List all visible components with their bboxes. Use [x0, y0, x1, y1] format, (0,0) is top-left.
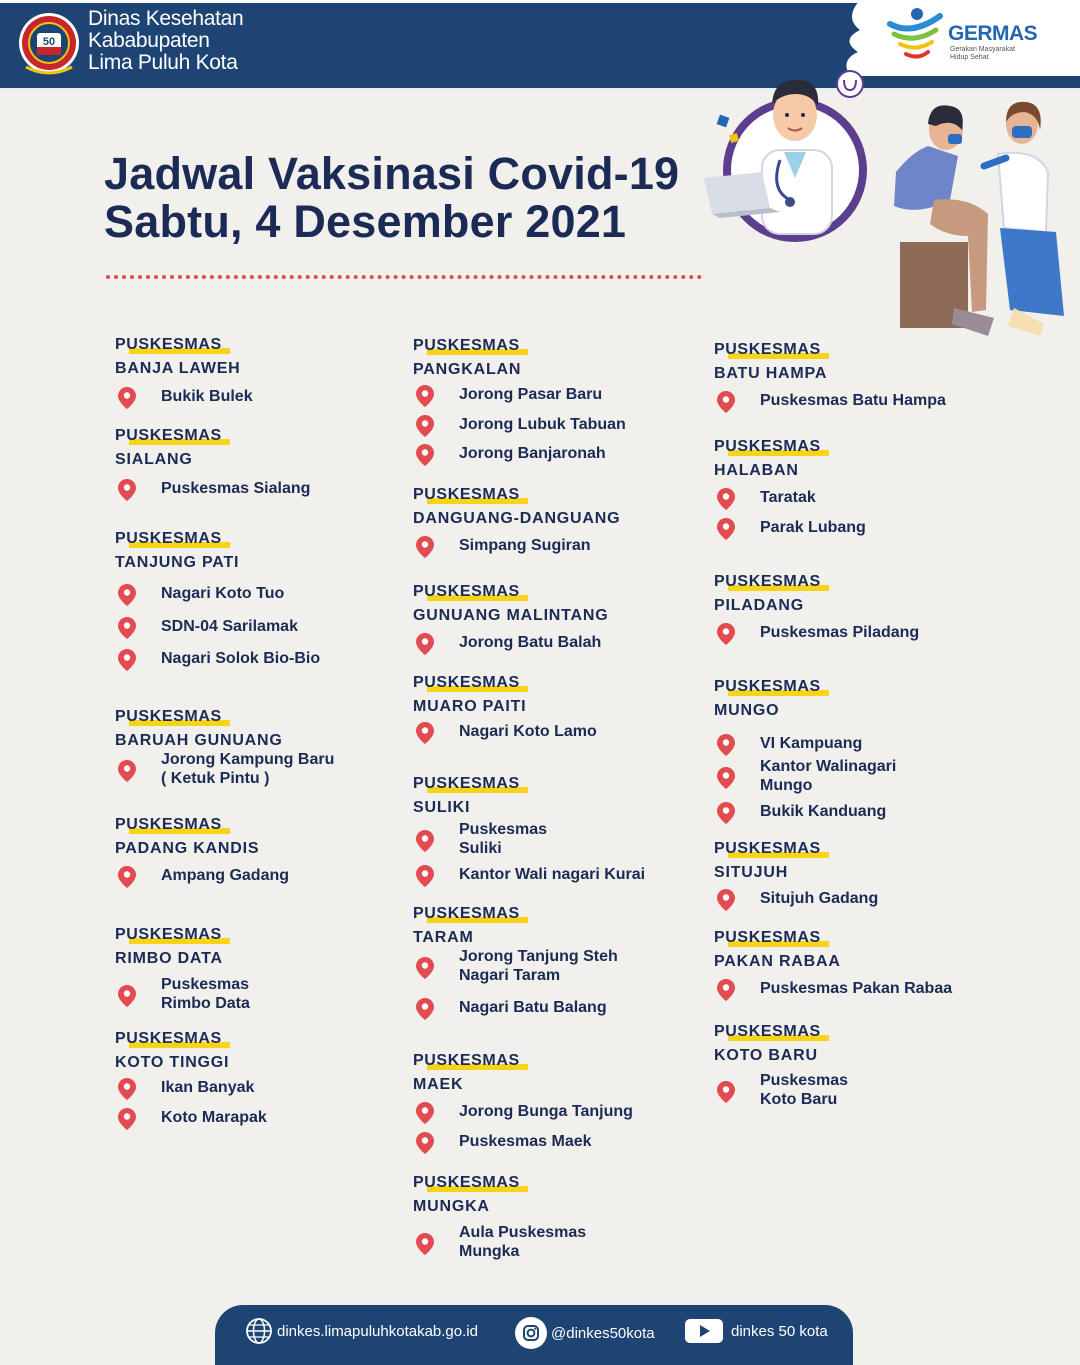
location-item: [416, 865, 645, 887]
puskesmas-label: [714, 929, 821, 947]
puskesmas-label-text: PUSKESMAS: [714, 341, 821, 358]
puskesmas-label-text: PUSKESMAS: [714, 1023, 821, 1040]
page-title: [104, 150, 679, 246]
puskesmas-label: [413, 583, 520, 601]
puskesmas-label-text: PUSKESMAS: [413, 583, 520, 600]
org-name-line-3: Lima Puluh Kota: [88, 51, 238, 74]
location-name: Aula Puskesmas Mungka: [459, 1224, 587, 1260]
map-pin-icon: [118, 584, 136, 606]
location-name: Puskesmas Suliki: [459, 821, 548, 857]
map-pin-icon: [416, 998, 434, 1020]
puskesmas-area-name: SIALANG: [115, 451, 193, 468]
puskesmas-label: [413, 674, 520, 692]
map-pin-icon: [118, 617, 136, 639]
location-item: [416, 998, 607, 1020]
location-item: [416, 820, 547, 858]
puskesmas-block: [714, 1023, 821, 1065]
puskesmas-area-name: KOTO BARU: [714, 1047, 818, 1064]
puskesmas-label-text: PUSKESMAS: [115, 816, 222, 833]
puskesmas-block: [413, 1052, 520, 1094]
map-pin-icon: [118, 649, 136, 671]
map-pin-icon: [717, 802, 735, 824]
puskesmas-label-text: PUSKESMAS: [115, 926, 222, 943]
germas-title: GERMAS: [948, 22, 1038, 45]
footer-bar: [215, 1305, 853, 1365]
location-item: [118, 1078, 254, 1100]
globe-icon: [245, 1317, 273, 1345]
map-pin-icon: [717, 391, 735, 413]
map-pin-icon: [118, 760, 136, 782]
puskesmas-block: [115, 1030, 229, 1072]
vaccination-illustration: [888, 96, 1068, 342]
youtube-icon: [685, 1317, 723, 1345]
puskesmas-block: [115, 816, 259, 858]
puskesmas-block: [714, 438, 821, 480]
map-pin-icon: [416, 385, 434, 407]
map-pin-icon: [416, 957, 434, 979]
location-name: Nagari Koto Tuo: [161, 585, 285, 602]
location-name: Kantor Walinagari Mungo: [760, 758, 897, 794]
puskesmas-label-text: PUSKESMAS: [115, 1030, 222, 1047]
puskesmas-block: [714, 341, 827, 383]
location-name: Jorong Banjaronah: [459, 445, 606, 462]
map-pin-icon: [118, 1078, 136, 1100]
puskesmas-label: [115, 530, 222, 548]
puskesmas-label-text: PUSKESMAS: [413, 905, 520, 922]
map-pin-icon: [717, 1081, 735, 1103]
puskesmas-label-text: PUSKESMAS: [413, 337, 520, 354]
puskesmas-label: [413, 1052, 520, 1070]
puskesmas-label-text: PUSKESMAS: [413, 1174, 520, 1191]
puskesmas-label: [115, 336, 222, 354]
puskesmas-label: [714, 840, 821, 858]
location-name: Puskesmas Pakan Rabaa: [760, 980, 953, 997]
puskesmas-label: [714, 438, 821, 456]
location-item: [717, 802, 886, 824]
location-name: Puskesmas Piladang: [760, 624, 920, 641]
doctor-with-laptop-illustration: [700, 60, 875, 245]
location-name: Jorong Lubuk Tabuan: [459, 416, 626, 433]
location-name: Puskesmas Koto Baru: [760, 1072, 849, 1108]
map-pin-icon: [416, 415, 434, 437]
location-name: Situjuh Gadang: [760, 890, 879, 907]
puskesmas-label: [714, 678, 821, 696]
location-item: [416, 947, 618, 985]
puskesmas-area-name: TANJUNG PATI: [115, 554, 240, 571]
location-name: Nagari Batu Balang: [459, 999, 607, 1016]
location-item: [416, 722, 597, 744]
puskesmas-block: [413, 775, 520, 817]
location-item: [717, 623, 919, 645]
puskesmas-block: [413, 674, 526, 716]
puskesmas-label-text: PUSKESMAS: [413, 1052, 520, 1069]
map-pin-icon: [118, 387, 136, 409]
map-pin-icon: [416, 865, 434, 887]
puskesmas-label-text: PUSKESMAS: [714, 840, 821, 857]
location-name: Jorong Kampung Baru ( Ketuk Pintu ): [161, 751, 335, 787]
location-item: [118, 975, 250, 1013]
instagram-icon: [515, 1317, 547, 1349]
puskesmas-label: [115, 427, 222, 445]
puskesmas-label: [115, 708, 222, 726]
map-pin-icon: [416, 1132, 434, 1154]
germas-subtitle-line-1: Gerakan Masyarakat: [950, 46, 1015, 53]
footer-youtube-text: dinkes 50 kota: [731, 1322, 828, 1340]
map-pin-icon: [416, 722, 434, 744]
map-pin-icon: [717, 889, 735, 911]
location-name: Jorong Tanjung Steh Nagari Taram: [459, 948, 618, 984]
location-name: Ikan Banyak: [161, 1079, 255, 1096]
puskesmas-area-name: PAKAN RABAA: [714, 953, 841, 970]
location-item: [416, 444, 606, 466]
location-name: Parak Lubang: [760, 519, 866, 536]
map-pin-icon: [416, 633, 434, 655]
location-item: [118, 649, 320, 671]
puskesmas-area-name: TARAM: [413, 929, 474, 946]
puskesmas-label: [413, 775, 520, 793]
puskesmas-area-name: HALABAN: [714, 462, 799, 479]
location-name: Nagari Koto Lamo: [459, 723, 597, 740]
location-item: [118, 387, 253, 409]
location-item: [118, 750, 334, 788]
map-pin-icon: [416, 830, 434, 852]
location-name: Puskesmas Rimbo Data: [161, 976, 250, 1012]
puskesmas-area-name: SULIKI: [413, 799, 471, 816]
puskesmas-label: [115, 926, 222, 944]
org-name-line-2: Kababupaten: [88, 29, 210, 52]
map-pin-icon: [118, 866, 136, 888]
puskesmas-label-text: PUSKESMAS: [714, 573, 821, 590]
puskesmas-block: [115, 336, 241, 378]
location-item: [717, 391, 946, 413]
puskesmas-area-name: BATU HAMPA: [714, 365, 828, 382]
footer-instagram-text: @dinkes50kota: [551, 1324, 655, 1342]
puskesmas-block: [115, 708, 283, 750]
map-pin-icon: [416, 1102, 434, 1124]
location-item: [118, 617, 298, 639]
puskesmas-label: [714, 1023, 821, 1041]
puskesmas-area-name: MUNGO: [714, 702, 780, 719]
location-name: Jorong Batu Balah: [459, 634, 602, 651]
location-item: [118, 1108, 267, 1130]
location-name: Ampang Gadang: [161, 867, 290, 884]
puskesmas-label-text: PUSKESMAS: [413, 674, 520, 691]
puskesmas-block: [714, 840, 821, 882]
location-name: Taratak: [760, 489, 816, 506]
map-pin-icon: [717, 488, 735, 510]
map-pin-icon: [717, 979, 735, 1001]
map-pin-icon: [717, 767, 735, 789]
location-item: [118, 584, 284, 606]
page-title-line-1: Jadwal Vaksinasi Covid-19: [104, 148, 680, 199]
puskesmas-area-name: GUNUANG MALINTANG: [413, 607, 609, 624]
puskesmas-label: [714, 341, 821, 359]
puskesmas-area-name: BARUAH GUNUANG: [115, 732, 283, 749]
puskesmas-block: [413, 337, 521, 379]
location-item: [416, 415, 626, 437]
location-name: Simpang Sugiran: [459, 537, 591, 554]
org-name-line-1: Dinas Kesehatan: [88, 7, 244, 30]
map-pin-icon: [118, 1108, 136, 1130]
location-name: Jorong Pasar Baru: [459, 386, 603, 403]
puskesmas-area-name: KOTO TINGGI: [115, 1054, 230, 1071]
location-name: Puskesmas Maek: [459, 1133, 592, 1150]
puskesmas-block: [413, 1174, 520, 1216]
location-name: Puskesmas Batu Hampa: [760, 392, 946, 409]
puskesmas-label-text: PUSKESMAS: [714, 678, 821, 695]
puskesmas-label: [714, 573, 821, 591]
puskesmas-area-name: RIMBO DATA: [115, 950, 223, 967]
logo-number: 50: [42, 36, 56, 48]
puskesmas-area-name: PILADANG: [714, 597, 804, 614]
puskesmas-label: [413, 337, 520, 355]
footer-youtube[interactable]: [685, 1317, 828, 1345]
puskesmas-label-text: PUSKESMAS: [413, 486, 520, 503]
map-pin-icon: [416, 1233, 434, 1255]
puskesmas-block: [115, 530, 239, 572]
location-name: Kantor Wali nagari Kurai: [459, 866, 646, 883]
location-item: [416, 1132, 592, 1154]
location-name: Nagari Solok Bio-Bio: [161, 650, 321, 667]
puskesmas-area-name: BANJA LAWEH: [115, 360, 241, 377]
puskesmas-label-text: PUSKESMAS: [115, 336, 222, 353]
location-item: [118, 866, 289, 888]
puskesmas-label-text: PUSKESMAS: [413, 775, 520, 792]
map-pin-icon: [118, 985, 136, 1007]
puskesmas-label: [115, 816, 222, 834]
puskesmas-label-text: PUSKESMAS: [115, 708, 222, 725]
location-item: [717, 979, 952, 1001]
dotted-divider: [106, 275, 702, 279]
puskesmas-area-name: MUARO PAITI: [413, 698, 527, 715]
puskesmas-area-name: MAEK: [413, 1076, 464, 1093]
puskesmas-block: [115, 926, 223, 968]
puskesmas-area-name: DANGUANG-DANGUANG: [413, 510, 621, 527]
puskesmas-area-name: MUNGKA: [413, 1198, 490, 1215]
puskesmas-block: [413, 905, 520, 947]
location-item: [416, 1102, 633, 1124]
puskesmas-area-name: SITUJUH: [714, 864, 789, 881]
puskesmas-block: [115, 427, 222, 469]
puskesmas-label: [413, 486, 520, 504]
location-item: [717, 1071, 848, 1109]
location-name: Bukik Kanduang: [760, 803, 887, 820]
location-name: SDN-04 Sarilamak: [161, 618, 298, 635]
location-name: Bukik Bulek: [161, 388, 253, 405]
puskesmas-block: [714, 678, 821, 720]
puskesmas-block: [413, 583, 609, 625]
puskesmas-area-name: PANGKALAN: [413, 361, 522, 378]
puskesmas-block: [714, 929, 841, 971]
location-item: [416, 385, 602, 407]
district-emblem-logo: [18, 7, 80, 79]
germas-subtitle: [950, 46, 1015, 62]
puskesmas-block: [413, 486, 620, 528]
puskesmas-block: [714, 573, 821, 615]
location-item: [717, 757, 896, 795]
map-pin-icon: [416, 444, 434, 466]
puskesmas-label-text: PUSKESMAS: [115, 427, 222, 444]
puskesmas-area-name: PADANG KANDIS: [115, 840, 260, 857]
map-pin-icon: [717, 623, 735, 645]
germas-subtitle-line-2: Hidup Sehat: [950, 54, 989, 61]
location-item: [717, 734, 862, 756]
page-title-line-2: Sabtu, 4 Desember 2021: [104, 196, 627, 247]
puskesmas-label-text: PUSKESMAS: [115, 530, 222, 547]
location-name: Jorong Bunga Tanjung: [459, 1103, 633, 1120]
location-item: [416, 633, 601, 655]
location-item: [118, 479, 310, 501]
puskesmas-label: [413, 1174, 520, 1192]
puskesmas-label-text: PUSKESMAS: [714, 438, 821, 455]
footer-instagram[interactable]: [515, 1317, 655, 1349]
location-item: [416, 536, 591, 558]
puskesmas-label: [413, 905, 520, 923]
location-item: [717, 518, 866, 540]
location-name: VI Kampuang: [760, 735, 863, 752]
location-name: Koto Marapak: [161, 1109, 267, 1126]
organization-name: [88, 8, 243, 74]
footer-website-text: dinkes.limapuluhkotakab.go.id: [277, 1322, 478, 1340]
footer-website[interactable]: [245, 1317, 478, 1345]
location-item: [416, 1223, 586, 1261]
puskesmas-label-text: PUSKESMAS: [714, 929, 821, 946]
map-pin-icon: [416, 536, 434, 558]
map-pin-icon: [717, 734, 735, 756]
location-item: [717, 488, 816, 510]
location-name: Puskesmas Sialang: [161, 480, 311, 497]
map-pin-icon: [717, 518, 735, 540]
puskesmas-label: [115, 1030, 222, 1048]
location-item: [717, 889, 878, 911]
map-pin-icon: [118, 479, 136, 501]
